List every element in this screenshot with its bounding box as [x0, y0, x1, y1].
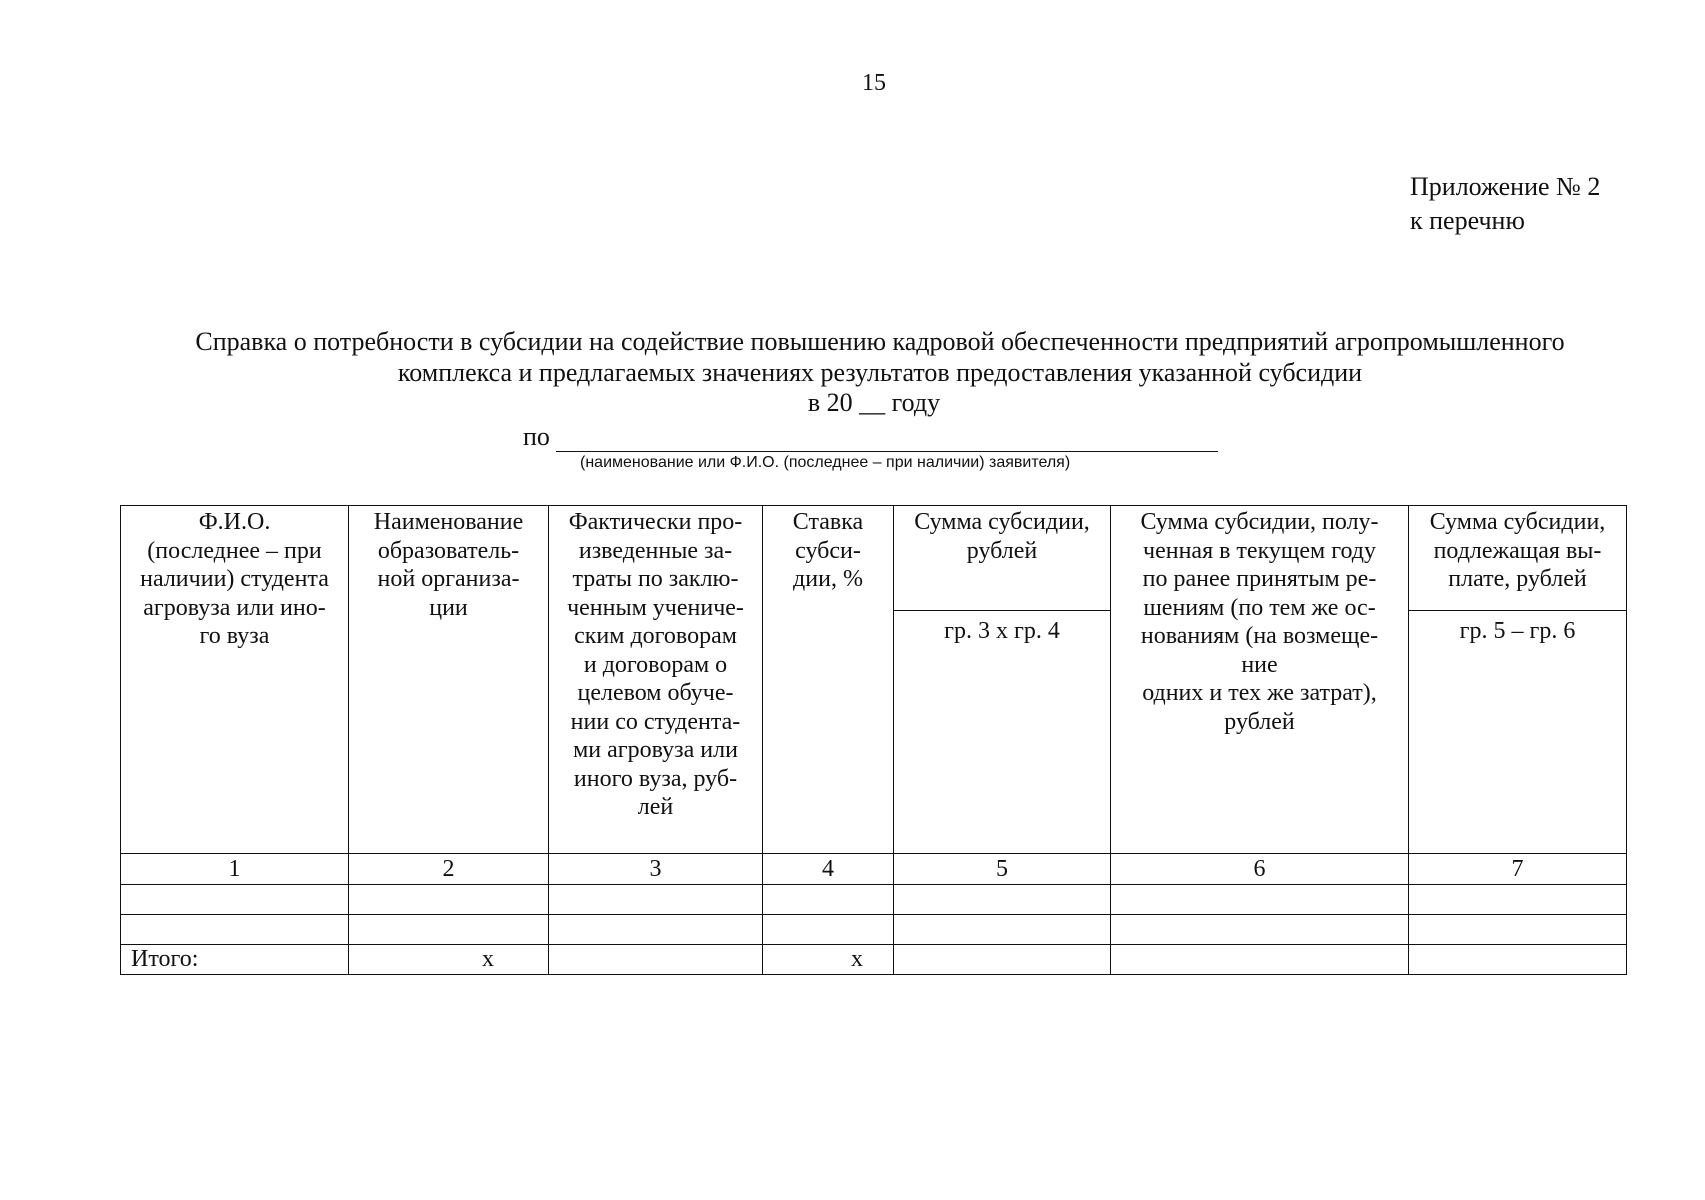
header-col-3-text: Фактически про- изведенные за- траты по заклю- ченным ученичe- ским договорам и договорам о целевом обуче- нии со студента- ми агровуза или иного вуза, руб- лей [567, 509, 744, 820]
table-cell[interactable] [549, 885, 763, 915]
header-col-2-text: Наименование образователь- ной организа- ции [373, 509, 524, 621]
header-col-2 [349, 506, 549, 854]
header-col-4-text: Ставка субси- дии, % [792, 509, 864, 592]
header-col-7-text: Сумма субсидии, подлежащая вы- плате, рублей [1429, 509, 1606, 592]
header-col-3 [549, 506, 763, 854]
table-cell[interactable] [121, 885, 349, 915]
year-line: в 20 __ году [807, 388, 941, 417]
header-col-7 [1409, 506, 1627, 611]
appendix-line-2: к перечню [1410, 206, 1525, 235]
header-col-1 [121, 506, 349, 854]
formula-col-5: гр. 3 х гр. 4 [894, 611, 1111, 854]
total-cell-col-7[interactable] [1409, 945, 1627, 975]
page-number: 15 [862, 70, 886, 96]
table-cell[interactable] [763, 885, 894, 915]
column-number-1: 1 [121, 854, 349, 885]
title-line-2: комплекса и предлагаемых значениях результатов предоставления указанной субсидии [397, 358, 1363, 387]
header-col-6-text: Сумма субсидии, полу- ченная в текущем году по ранее принятым ре- шениям (по тем же ос- нованиям (на возмеще- ние одних и тех же затрат), рублей [1140, 509, 1379, 735]
appendix-note [1410, 170, 1600, 238]
total-cell-col-3[interactable] [549, 945, 763, 975]
header-col-1-text: Ф.И.О. (последнее – при наличии) студента агровуза или ино- го вуза [140, 509, 329, 649]
applicant-hint: (наименование или Ф.И.О. (последнее – при наличии) заявителя) [580, 454, 1071, 471]
table-row [121, 915, 1627, 945]
header-col-6 [1111, 506, 1409, 854]
total-label: Итого: [121, 945, 349, 975]
column-number-7: 7 [1409, 854, 1627, 885]
table-cell[interactable] [894, 915, 1111, 945]
total-cell-col-5[interactable] [894, 945, 1111, 975]
total-row [121, 945, 1627, 975]
column-number-2: 2 [349, 854, 549, 885]
table-cell[interactable] [763, 915, 894, 945]
po-label: по [523, 422, 550, 451]
column-number-5: 5 [894, 854, 1111, 885]
table-cell[interactable] [894, 885, 1111, 915]
table-cell[interactable] [121, 915, 349, 945]
table-cell[interactable] [349, 915, 549, 945]
column-number-4: 4 [763, 854, 894, 885]
column-number-3: 3 [549, 854, 763, 885]
table-cell[interactable] [549, 915, 763, 945]
total-cell-col-6[interactable] [1111, 945, 1409, 975]
title-line-1: Справка о потребности в субсидии на содействие повышению кадровой обеспеченности предприятий агропромышленного [195, 327, 1565, 356]
applicant-blank-field[interactable] [556, 425, 1218, 452]
subsidy-table [120, 505, 1627, 975]
table-cell[interactable] [349, 885, 549, 915]
header-col-5-text: Сумма субсидии, рублей [914, 509, 1090, 564]
column-number-row [121, 854, 1627, 885]
column-number-6: 6 [1111, 854, 1409, 885]
table-cell[interactable] [1409, 915, 1627, 945]
header-col-5 [894, 506, 1111, 611]
document-title [120, 326, 1640, 388]
formula-col-7: гр. 5 – гр. 6 [1409, 611, 1627, 854]
total-mark-col-4: х [763, 945, 894, 975]
header-col-4 [763, 506, 894, 854]
table-cell[interactable] [1111, 915, 1409, 945]
table-cell[interactable] [1409, 885, 1627, 915]
total-mark-col-2: х [349, 945, 549, 975]
table-cell[interactable] [1111, 885, 1409, 915]
table-row [121, 885, 1627, 915]
applicant-line [523, 422, 1218, 452]
appendix-line-1: Приложение № 2 [1410, 172, 1601, 201]
